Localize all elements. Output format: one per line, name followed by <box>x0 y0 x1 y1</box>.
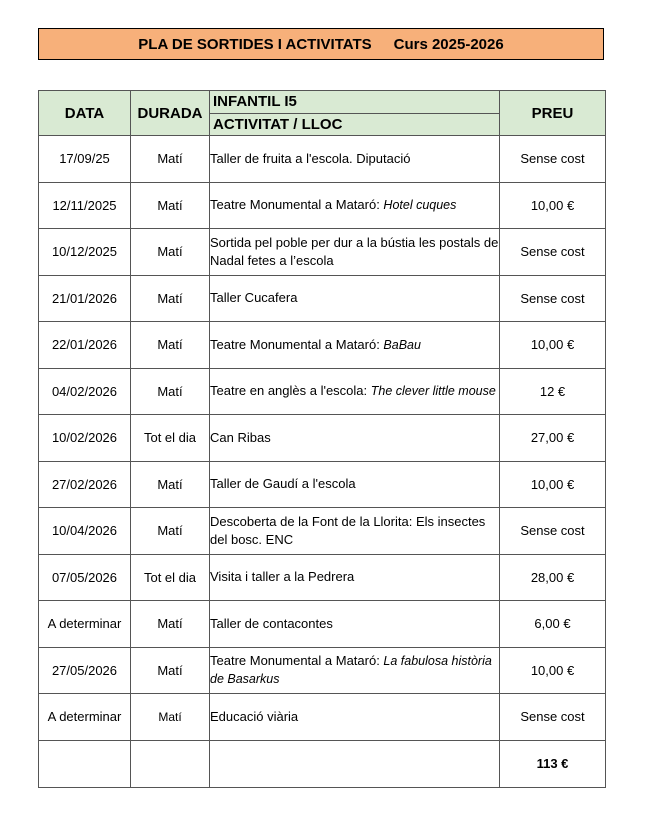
duration-cell: Matí <box>131 368 210 415</box>
group-label: INFANTIL I5 <box>210 91 499 114</box>
table-row <box>39 601 606 648</box>
date-cell: 10/04/2026 <box>39 508 131 555</box>
activity-text: Educació viària <box>210 708 299 724</box>
column-header-date: DATA <box>39 91 131 136</box>
empty-cell <box>210 740 500 787</box>
price-cell: 10,00 € <box>500 647 606 694</box>
duration-cell: Matí <box>131 229 210 276</box>
price-cell: 12 € <box>500 368 606 415</box>
activity-cell <box>210 275 500 322</box>
table-row <box>39 694 606 741</box>
table-row <box>39 647 606 694</box>
date-cell: 04/02/2026 <box>39 368 131 415</box>
price-cell: 10,00 € <box>500 182 606 229</box>
column-header-duration: DURADA <box>131 91 210 136</box>
activity-cell <box>210 136 500 183</box>
table-row <box>39 508 606 555</box>
duration-cell: Matí <box>131 182 210 229</box>
table-row <box>39 554 606 601</box>
price-cell: 27,00 € <box>500 415 606 462</box>
date-cell: 12/11/2025 <box>39 182 131 229</box>
activity-cell <box>210 647 500 694</box>
price-cell: Sense cost <box>500 275 606 322</box>
price-cell: Sense cost <box>500 229 606 276</box>
duration-cell: Matí <box>131 694 210 741</box>
activity-text: Teatre Monumental a Mataró: <box>210 653 384 669</box>
course-label: Curs 2025-2026 <box>393 35 504 53</box>
activity-cell <box>210 601 500 648</box>
price-cell: 6,00 € <box>500 601 606 648</box>
price-cell: Sense cost <box>500 508 606 555</box>
table-row <box>39 368 606 415</box>
date-cell: 27/02/2026 <box>39 461 131 508</box>
table-row <box>39 415 606 462</box>
activity-text: Teatre Monumental a Mataró: <box>210 336 384 352</box>
activity-text: Teatre Monumental a Mataró: <box>210 197 384 213</box>
activity-title: The clever little mouse <box>370 384 496 399</box>
table-row <box>39 182 606 229</box>
duration-cell: Matí <box>131 136 210 183</box>
page-title: PLA DE SORTIDES I ACTIVITATS <box>138 35 372 53</box>
duration-cell: Matí <box>131 461 210 508</box>
date-cell: 22/01/2026 <box>39 322 131 369</box>
date-cell: A determinar <box>39 601 131 648</box>
duration-cell: Tot el dia <box>131 415 210 462</box>
activity-text: Taller de contacontes <box>210 615 333 631</box>
price-cell: Sense cost <box>500 694 606 741</box>
activity-title: Hotel cuques <box>383 198 457 213</box>
table-row <box>39 322 606 369</box>
empty-cell <box>39 740 131 787</box>
duration-cell: Matí <box>131 275 210 322</box>
date-cell: 21/01/2026 <box>39 275 131 322</box>
table-row <box>39 461 606 508</box>
activity-cell <box>210 368 500 415</box>
activity-text: Teatre en anglès a l'escola: <box>210 383 371 399</box>
activity-cell <box>210 694 500 741</box>
total-row <box>39 740 606 787</box>
activity-cell <box>210 508 500 555</box>
duration-cell: Matí <box>131 647 210 694</box>
activities-table <box>38 90 606 788</box>
date-cell: A determinar <box>39 694 131 741</box>
column-header-activity <box>210 91 500 136</box>
activity-title: La fabulosa història de Basarkus <box>210 654 492 687</box>
total-price: 113 € <box>500 740 606 787</box>
activity-text: Descoberta de la Font de la Llorita: Els insectes del bosc. ENC <box>210 513 486 547</box>
date-cell: 10/02/2026 <box>39 415 131 462</box>
table-row <box>39 136 606 183</box>
activity-text: Taller de fruita a l'escola. Diputació <box>210 150 411 166</box>
activity-cell <box>210 229 500 276</box>
title-bar <box>38 28 604 60</box>
activity-text: Visita i taller a la Pedrera <box>210 569 355 585</box>
price-cell: Sense cost <box>500 136 606 183</box>
date-cell: 10/12/2025 <box>39 229 131 276</box>
activity-text: Taller Cucafera <box>210 290 298 306</box>
activity-text: Can Ribas <box>210 429 271 445</box>
duration-cell: Matí <box>131 322 210 369</box>
activity-cell <box>210 322 500 369</box>
date-cell: 27/05/2026 <box>39 647 131 694</box>
activity-text: Sortida pel poble per dur a la bústia les postals de Nadal fetes a l’escola <box>210 234 499 268</box>
duration-cell: Matí <box>131 601 210 648</box>
table-row <box>39 275 606 322</box>
price-cell: 10,00 € <box>500 322 606 369</box>
price-cell: 28,00 € <box>500 554 606 601</box>
activity-label: ACTIVITAT / LLOC <box>213 116 343 133</box>
empty-cell <box>131 740 210 787</box>
activity-cell <box>210 554 500 601</box>
activity-title: BaBau <box>383 337 421 352</box>
activity-cell <box>210 461 500 508</box>
duration-cell: Matí <box>131 508 210 555</box>
price-cell: 10,00 € <box>500 461 606 508</box>
activity-text: Taller de Gaudí a l'escola <box>210 476 356 492</box>
column-header-price: PREU <box>500 91 606 136</box>
date-cell: 07/05/2026 <box>39 554 131 601</box>
duration-cell: Tot el dia <box>131 554 210 601</box>
activity-cell <box>210 182 500 229</box>
date-cell: 17/09/25 <box>39 136 131 183</box>
activity-cell <box>210 415 500 462</box>
table-row <box>39 229 606 276</box>
